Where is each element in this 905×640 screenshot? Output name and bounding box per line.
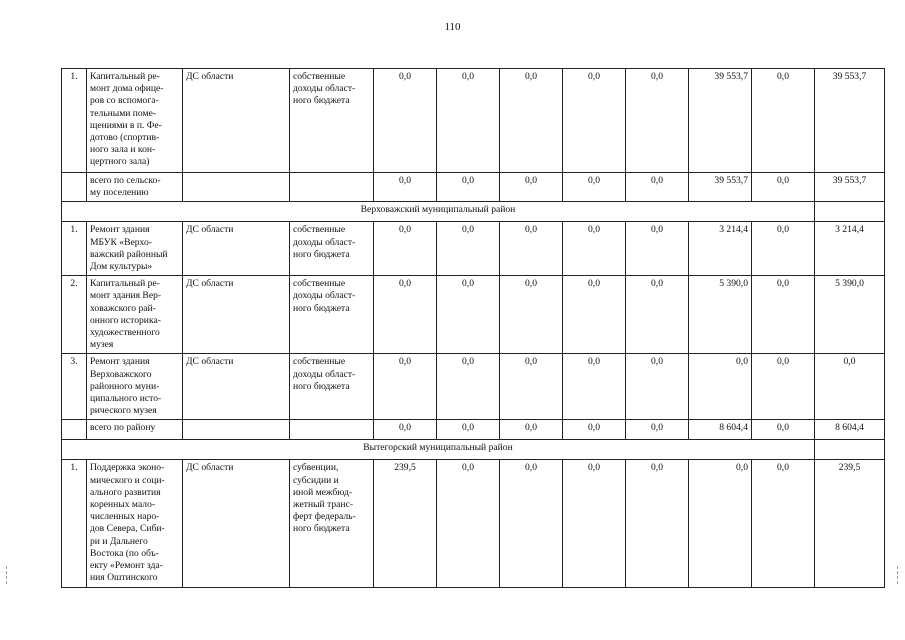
value-cell: 0,0 <box>374 354 437 420</box>
value-cell: 0,0 <box>752 276 815 354</box>
value-cell: 5 390,0 <box>815 276 885 354</box>
value-cell: 3 214,4 <box>689 222 752 276</box>
scan-edge-right <box>897 566 900 584</box>
value-cell: 0,0 <box>500 420 563 440</box>
section-row <box>62 440 885 460</box>
value-cell: 0,0 <box>374 69 437 173</box>
value-cell: 0,0 <box>374 420 437 440</box>
row-number: 2. <box>62 276 87 354</box>
total-row <box>62 420 885 440</box>
funding-source: собственные доходы област- ного бюджета <box>290 276 374 354</box>
value-cell: 0,0 <box>626 460 689 588</box>
organization: ДС области <box>183 276 290 354</box>
value-cell: 0,0 <box>563 276 626 354</box>
value-cell: 0,0 <box>563 69 626 173</box>
empty-cell <box>62 173 87 202</box>
value-cell: 0,0 <box>500 173 563 202</box>
value-cell: 0,0 <box>689 460 752 588</box>
value-cell: 0,0 <box>626 173 689 202</box>
value-cell: 8 604,4 <box>815 420 885 440</box>
organization: ДС области <box>183 354 290 420</box>
value-cell: 3 214,4 <box>815 222 885 276</box>
value-cell: 0,0 <box>752 420 815 440</box>
value-cell: 0,0 <box>437 222 500 276</box>
row-number: 1. <box>62 69 87 173</box>
value-cell: 0,0 <box>626 420 689 440</box>
table-row <box>62 69 885 173</box>
empty-cell <box>815 440 885 460</box>
empty-cell <box>815 202 885 222</box>
page-number: 110 <box>444 21 461 33</box>
empty-cell <box>183 173 290 202</box>
organization: ДС области <box>183 69 290 173</box>
table-row <box>62 460 885 588</box>
value-cell: 0,0 <box>563 354 626 420</box>
table-row <box>62 354 885 420</box>
value-cell: 0,0 <box>563 460 626 588</box>
value-cell: 0,0 <box>563 173 626 202</box>
value-cell: 0,0 <box>437 460 500 588</box>
value-cell: 39 553,7 <box>689 173 752 202</box>
value-cell: 0,0 <box>626 354 689 420</box>
value-cell: 0,0 <box>374 222 437 276</box>
budget-table <box>61 68 885 588</box>
value-cell: 39 553,7 <box>815 173 885 202</box>
section-title: Верховажский муниципальный район <box>62 202 815 222</box>
value-cell: 0,0 <box>437 276 500 354</box>
value-cell: 0,0 <box>500 276 563 354</box>
empty-cell <box>290 420 374 440</box>
funding-source: собственные доходы област- ного бюджета <box>290 222 374 276</box>
value-cell: 0,0 <box>500 460 563 588</box>
value-cell: 239,5 <box>374 460 437 588</box>
value-cell: 0,0 <box>374 173 437 202</box>
empty-cell <box>62 420 87 440</box>
value-cell: 0,0 <box>500 222 563 276</box>
object-name: Капитальный ре- монт дома офице- ров со вспомога- тельными поме- щениями в п. Фе- дотово (спортив- ного зала и кон- цертного зала) <box>87 69 183 173</box>
value-cell: 0,0 <box>437 173 500 202</box>
value-cell: 39 553,7 <box>689 69 752 173</box>
total-label: всего по сельско- му поселению <box>87 173 183 202</box>
empty-cell <box>183 420 290 440</box>
value-cell: 0,0 <box>752 173 815 202</box>
row-number: 1. <box>62 222 87 276</box>
section-title: Вытегорский муниципальный район <box>62 440 815 460</box>
value-cell: 0,0 <box>626 69 689 173</box>
funding-source: субвенции, субсидии и иной межбюд- жетный транс- ферт федераль- ного бюджета <box>290 460 374 588</box>
section-row <box>62 202 885 222</box>
value-cell: 0,0 <box>437 69 500 173</box>
scan-edge-left <box>6 566 9 584</box>
total-label: всего по району <box>87 420 183 440</box>
value-cell: 39 553,7 <box>815 69 885 173</box>
value-cell: 0,0 <box>500 354 563 420</box>
value-cell: 239,5 <box>815 460 885 588</box>
value-cell: 0,0 <box>752 460 815 588</box>
row-number: 3. <box>62 354 87 420</box>
value-cell: 0,0 <box>500 69 563 173</box>
object-name: Капитальный ре- монт здания Вер- ховажского рай- онного историка- художественного музея <box>87 276 183 354</box>
value-cell: 8 604,4 <box>689 420 752 440</box>
value-cell: 0,0 <box>689 354 752 420</box>
value-cell: 5 390,0 <box>689 276 752 354</box>
row-number: 1. <box>62 460 87 588</box>
object-name: Ремонт здания Верховажского районного муни- ципального исто- рического музея <box>87 354 183 420</box>
value-cell: 0,0 <box>626 222 689 276</box>
table-row <box>62 276 885 354</box>
value-cell: 0,0 <box>752 222 815 276</box>
organization: ДС области <box>183 222 290 276</box>
object-name: Поддержка эконо- мического и соци- ального развития коренных мало- численных наро- дов Севера, Сиби- ри и Дальнего Востока (по объ- екту «Ремонт зда- ния Оштинского <box>87 460 183 588</box>
object-name: Ремонт здания МБУК «Верхо- важский районный Дом культуры» <box>87 222 183 276</box>
value-cell: 0,0 <box>815 354 885 420</box>
value-cell: 0,0 <box>752 354 815 420</box>
value-cell: 0,0 <box>437 354 500 420</box>
empty-cell <box>290 173 374 202</box>
value-cell: 0,0 <box>563 222 626 276</box>
organization: ДС области <box>183 460 290 588</box>
value-cell: 0,0 <box>437 420 500 440</box>
value-cell: 0,0 <box>626 276 689 354</box>
value-cell: 0,0 <box>752 69 815 173</box>
value-cell: 0,0 <box>563 420 626 440</box>
funding-source: собственные доходы област- ного бюджета <box>290 69 374 173</box>
total-row <box>62 173 885 202</box>
table-row <box>62 222 885 276</box>
funding-source: собственные доходы област- ного бюджета <box>290 354 374 420</box>
value-cell: 0,0 <box>374 276 437 354</box>
